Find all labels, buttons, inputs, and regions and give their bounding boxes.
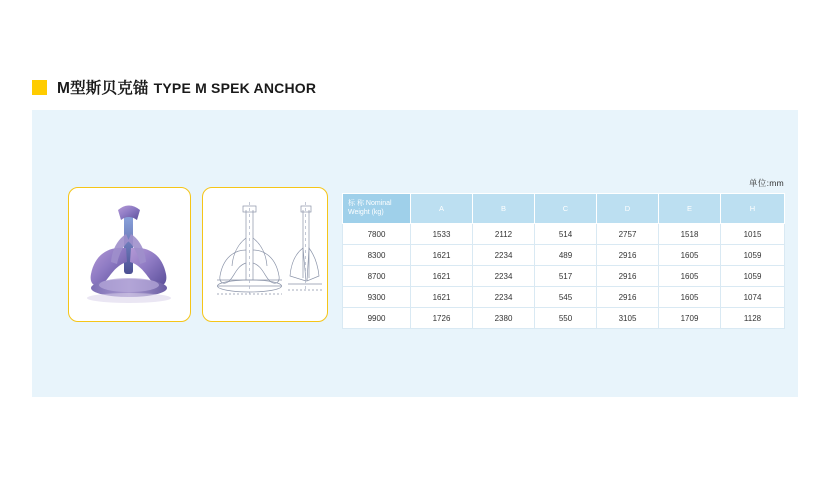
cell-h: 1059: [721, 266, 785, 287]
cell-e: 1605: [659, 245, 721, 266]
cell-e: 1605: [659, 287, 721, 308]
content-panel: [32, 110, 798, 397]
cell-c: 489: [535, 245, 597, 266]
table-header-nominal-weight: [343, 194, 411, 224]
cell-d: 2916: [597, 266, 659, 287]
title-bullet-icon: [32, 80, 47, 95]
table-row: [343, 245, 785, 266]
table-header-d: D: [597, 194, 659, 224]
anchor-photo-icon: [69, 188, 190, 321]
cell-weight: 7800: [343, 224, 411, 245]
table-row: [343, 308, 785, 329]
cell-a: 1621: [411, 245, 473, 266]
cell-b: 2380: [473, 308, 535, 329]
table-header-row: [343, 194, 785, 224]
cell-c: 545: [535, 287, 597, 308]
table-row: [343, 287, 785, 308]
table-row: [343, 224, 785, 245]
cell-c: 514: [535, 224, 597, 245]
cell-h: 1074: [721, 287, 785, 308]
cell-d: 3105: [597, 308, 659, 329]
cell-weight: 9300: [343, 287, 411, 308]
anchor-drawing-box: [202, 187, 328, 322]
anchor-drawing-icon: [203, 188, 327, 321]
table-row: [343, 266, 785, 287]
cell-d: 2916: [597, 287, 659, 308]
table-header-h: H: [721, 194, 785, 224]
cell-c: 550: [535, 308, 597, 329]
cell-d: 2757: [597, 224, 659, 245]
cell-a: 1621: [411, 287, 473, 308]
cell-b: 2234: [473, 266, 535, 287]
header-nominal-en: Weight (kg): [348, 208, 384, 216]
spec-table-wrapper: [342, 193, 784, 329]
title-english: TYPE M SPEK ANCHOR: [153, 80, 317, 96]
cell-weight: 8300: [343, 245, 411, 266]
table-header-b: B: [473, 194, 535, 224]
page-title: [32, 76, 316, 98]
cell-e: 1709: [659, 308, 721, 329]
cell-c: 517: [535, 266, 597, 287]
cell-h: 1128: [721, 308, 785, 329]
title-chinese: M型斯贝克锚: [57, 80, 149, 97]
cell-a: 1533: [411, 224, 473, 245]
cell-h: 1059: [721, 245, 785, 266]
cell-a: 1726: [411, 308, 473, 329]
header-nominal-cn: 标 称 Nominal: [348, 199, 392, 207]
anchor-photo-box: [68, 187, 191, 322]
unit-note: 单位:mm: [748, 178, 784, 188]
cell-e: 1605: [659, 266, 721, 287]
cell-b: 2234: [473, 245, 535, 266]
cell-b: 2112: [473, 224, 535, 245]
cell-e: 1518: [659, 224, 721, 245]
cell-b: 2234: [473, 287, 535, 308]
table-header-e: E: [659, 194, 721, 224]
cell-a: 1621: [411, 266, 473, 287]
table-header-a: A: [411, 194, 473, 224]
cell-weight: 9900: [343, 308, 411, 329]
table-header-c: C: [535, 194, 597, 224]
cell-d: 2916: [597, 245, 659, 266]
cell-weight: 8700: [343, 266, 411, 287]
spec-table: [342, 193, 785, 329]
cell-h: 1015: [721, 224, 785, 245]
